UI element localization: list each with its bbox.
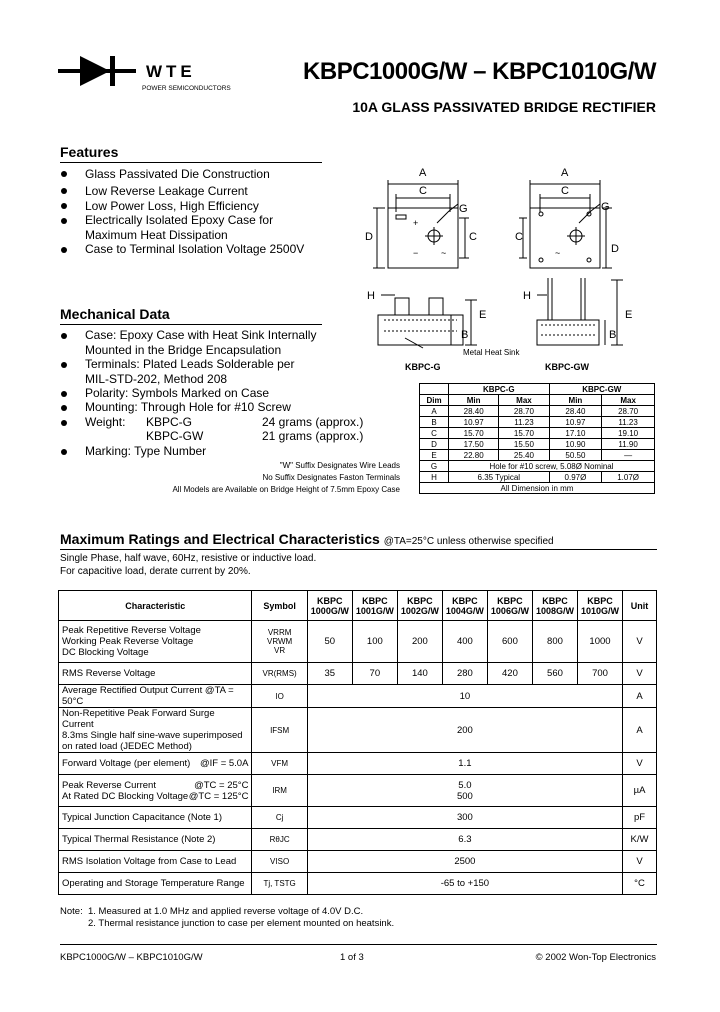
- dim-label: D: [365, 231, 373, 243]
- dim-label: C: [419, 185, 427, 197]
- char-cell: [59, 753, 252, 775]
- kbpc-gw-top-body: [530, 208, 600, 268]
- mechanical-title: Mechanical Data: [60, 306, 170, 322]
- char-line: [62, 780, 248, 791]
- part-line: 1004G/W: [445, 605, 484, 616]
- table-cell: 10.97: [549, 417, 602, 428]
- col-symbol: Symbol: [252, 591, 307, 621]
- char-cell: Typical Thermal Resistance (Note 2): [59, 829, 252, 851]
- part-line: 1001G/W: [355, 605, 394, 616]
- mechanical-item: Mounting: Through Hole for #10 Screw: [85, 400, 291, 414]
- sym-cell: [252, 621, 307, 663]
- col-part: [352, 591, 397, 621]
- table-row: [420, 428, 655, 439]
- weight-kbpc-g-value: 24 grams (approx.): [262, 415, 364, 429]
- char-text: Forward Voltage (per element): [62, 758, 191, 769]
- value-cell: 200: [307, 708, 622, 753]
- table-cell: 11.23: [602, 417, 655, 428]
- footer-page: 1 of 3: [340, 952, 364, 963]
- value-cell: 280: [442, 663, 487, 685]
- weight-kbpc-gw-value: 21 grams (approx.): [262, 429, 364, 443]
- table-cell: 15.70: [499, 428, 549, 439]
- polarity-mark: −: [413, 248, 419, 258]
- dim-label: H: [367, 290, 375, 302]
- char-cell: [59, 775, 252, 807]
- table-cell: B: [420, 417, 449, 428]
- char-line: Peak Repetitive Reverse Voltage: [62, 625, 201, 636]
- bullet: [61, 188, 67, 194]
- sym-line: VRWM: [267, 637, 293, 646]
- dim-label: D: [611, 243, 619, 255]
- dim-label: E: [625, 309, 633, 321]
- ratings-table: [58, 590, 657, 895]
- mechanical-item: Case: Epoxy Case with Heat Sink Internally: [85, 328, 317, 342]
- value-line: 5.0: [458, 779, 472, 791]
- table-row: [59, 685, 657, 708]
- sym-cell: IO: [252, 685, 307, 708]
- value-cell: 700: [577, 663, 622, 685]
- metal-heat-sink-label: Metal Heat Sink: [463, 348, 520, 357]
- table-cell: 10.97: [449, 417, 499, 428]
- part-line: KBPC: [542, 595, 568, 606]
- dimension-table: [419, 383, 655, 494]
- table-cell: G: [420, 461, 449, 472]
- kbpc-gw-side-body: [537, 320, 599, 345]
- table-cell: —: [602, 450, 655, 461]
- table-row: [59, 753, 657, 775]
- bullet: [61, 449, 67, 455]
- suffix-note: No Suffix Designates Faston Terminals: [262, 473, 400, 482]
- suffix-note: All Models are Available on Bridge Height of 7.5mm Epoxy Case: [172, 485, 400, 494]
- table-cell: 6.35 Typical: [449, 472, 550, 483]
- ratings-intro: Single Phase, half wave, 60Hz, resistive or inductive load.: [60, 553, 317, 564]
- kbpc-g-top-body: [388, 208, 458, 268]
- dim-label: E: [479, 309, 487, 321]
- value-cell: 140: [397, 663, 442, 685]
- value-cell: 300: [307, 807, 622, 829]
- part-line: KBPC: [362, 595, 388, 606]
- col-min: Min: [549, 395, 602, 406]
- table-row: [59, 829, 657, 851]
- value-cell: 35: [307, 663, 352, 685]
- bullet: [61, 247, 67, 253]
- value-cell: 2500: [307, 851, 622, 873]
- table-row: [420, 417, 655, 428]
- bullet: [61, 362, 67, 368]
- feature-item: Maximum Heat Dissipation: [85, 228, 228, 242]
- part-line: 1010G/W: [580, 605, 620, 616]
- diode-logo-icon: [58, 54, 136, 88]
- table-row: [420, 472, 655, 483]
- suffix-note: "W" Suffix Designates Wire Leads: [279, 461, 400, 470]
- logo-subtext: POWER SEMICONDUCTORS: [142, 85, 231, 92]
- bullet: [61, 171, 67, 177]
- table-cell: E: [420, 450, 449, 461]
- table-row: [420, 406, 655, 417]
- char-cell: [59, 708, 252, 753]
- feature-item: Low Power Loss, High Efficiency: [85, 199, 259, 213]
- char-cell: [59, 621, 252, 663]
- table-cell: 22.80: [449, 450, 499, 461]
- table-cell: 28.40: [549, 406, 602, 417]
- bullet: [61, 218, 67, 224]
- cond-text: @TC = 125°C: [188, 790, 249, 802]
- mechanical-divider: [60, 324, 322, 325]
- value-cell: 200: [397, 621, 442, 663]
- group-kbpc-gw: KBPC-GW: [549, 384, 654, 395]
- char-text: At Rated DC Blocking Voltage: [62, 790, 189, 802]
- dim-label: G: [459, 203, 468, 215]
- col-part: [442, 591, 487, 621]
- feature-item: Case to Terminal Isolation Voltage 2500V: [85, 242, 305, 256]
- ratings-title-text: Maximum Ratings and Electrical Characteristics: [60, 531, 380, 547]
- part-line: 1002G/W: [400, 605, 439, 616]
- value-cell: 420: [487, 663, 532, 685]
- part-line: 1008G/W: [535, 605, 574, 616]
- char-text: Peak Reverse Current: [62, 779, 156, 791]
- table-row: [420, 461, 655, 472]
- table-cell: 15.50: [499, 439, 549, 450]
- sym-cell: Cj: [252, 807, 307, 829]
- dim-label: C: [561, 185, 569, 197]
- table-cell: 11.90: [602, 439, 655, 450]
- col-min: Min: [449, 395, 499, 406]
- col-max: Max: [602, 395, 655, 406]
- table-cell: D: [420, 439, 449, 450]
- kbpc-g-label: KBPC-G: [405, 362, 441, 372]
- dim-footer: All Dimension in mm: [420, 483, 655, 494]
- dim-label: C: [515, 231, 523, 243]
- dim-label: B: [461, 329, 469, 341]
- value-cell: -65 to +150: [307, 873, 622, 895]
- kbpc-gw-label: KBPC-GW: [545, 362, 589, 372]
- unit-cell: °C: [623, 873, 657, 895]
- sym-cell: IRM: [252, 775, 307, 807]
- part-line: KBPC: [452, 595, 478, 606]
- dim-label: B: [609, 329, 617, 341]
- bullet: [61, 333, 67, 339]
- table-cell: 17.50: [449, 439, 499, 450]
- unit-cell: µA: [623, 775, 657, 807]
- value-cell: 70: [352, 663, 397, 685]
- page-subtitle: 10A GLASS PASSIVATED BRIDGE RECTIFIER: [352, 99, 656, 115]
- feature-item: Glass Passivated Die Construction: [85, 167, 270, 181]
- table-row: [420, 483, 655, 494]
- sym-cell: Tj, TSTG: [252, 873, 307, 895]
- dim-label: A: [561, 167, 569, 179]
- unit-cell: A: [623, 708, 657, 753]
- table-cell: C: [420, 428, 449, 439]
- col-characteristic: Characteristic: [59, 591, 252, 621]
- part-line: 1000G/W: [310, 605, 349, 616]
- part-line: KBPC: [497, 595, 523, 606]
- char-cell: Average Rectified Output Current @TA = 50°C: [59, 685, 252, 708]
- value-cell: 10: [307, 685, 622, 708]
- col-part: [307, 591, 352, 621]
- unit-cell: K/W: [623, 829, 657, 851]
- char-line: Non-Repetitive Peak Forward Surge Current: [62, 708, 215, 730]
- value-line: 500: [456, 790, 473, 802]
- dim-label: C: [469, 231, 477, 243]
- part-line: 1006G/W: [490, 605, 529, 616]
- sym-cell: IFSM: [252, 708, 307, 753]
- value-cell: 400: [442, 621, 487, 663]
- value-cell: 800: [532, 621, 577, 663]
- char-line: [62, 791, 248, 802]
- table-cell: 28.40: [449, 406, 499, 417]
- note-item: 1. Measured at 1.0 MHz and applied reverse voltage of 4.0V D.C.: [88, 906, 364, 917]
- char-cell: Typical Junction Capacitance (Note 1): [59, 807, 252, 829]
- value-cell: 1.1: [307, 753, 622, 775]
- col-part: [487, 591, 532, 621]
- bullet: [61, 391, 67, 397]
- char-line: Working Peak Reverse Voltage: [62, 636, 194, 647]
- table-row: [59, 851, 657, 873]
- table-cell: 25.40: [499, 450, 549, 461]
- table-cell: H: [420, 472, 449, 483]
- group-kbpc-g: KBPC-G: [449, 384, 550, 395]
- col-max: Max: [499, 395, 549, 406]
- bullet: [61, 405, 67, 411]
- table-cell: 10.90: [549, 439, 602, 450]
- table-row: [59, 708, 657, 753]
- weight-kbpc-g-label: KBPC-G: [146, 415, 193, 429]
- table-row: [59, 663, 657, 685]
- feature-item: Low Reverse Leakage Current: [85, 184, 248, 198]
- sym-cell: VFM: [252, 753, 307, 775]
- unit-cell: V: [623, 663, 657, 685]
- char-cell: RMS Isolation Voltage from Case to Lead: [59, 851, 252, 873]
- value-cell: 6.3: [307, 829, 622, 851]
- sym-line: VR: [274, 646, 286, 655]
- polarity-mark: ~: [441, 248, 447, 258]
- table-cell: 28.70: [602, 406, 655, 417]
- table-cell: 28.70: [499, 406, 549, 417]
- dim-label: H: [523, 290, 531, 302]
- mechanical-item: Mounted in the Bridge Encapsulation: [85, 343, 282, 357]
- char-line: DC Blocking Voltage: [62, 647, 149, 658]
- sym-cell: VR(RMS): [252, 663, 307, 685]
- char-line: on rated load (JEDEC Method): [62, 741, 192, 752]
- note-item: 2. Thermal resistance junction to case per element mounted on heatsink.: [88, 918, 395, 929]
- mechanical-item: MIL-STD-202, Method 208: [85, 372, 228, 386]
- part-line: KBPC: [317, 595, 343, 606]
- col-part: [532, 591, 577, 621]
- col-unit: Unit: [623, 591, 657, 621]
- table-cell: 15.70: [449, 428, 499, 439]
- table-row: [59, 873, 657, 895]
- unit-cell: V: [623, 753, 657, 775]
- col-dim: Dim: [420, 395, 449, 406]
- table-cell: 17.10: [549, 428, 602, 439]
- value-cell: 50: [307, 621, 352, 663]
- value-cell: [307, 775, 622, 807]
- polarity-mark: +: [413, 218, 419, 228]
- col-part: [577, 591, 622, 621]
- value-cell: 100: [352, 621, 397, 663]
- table-row: [420, 450, 655, 461]
- weight-label: Weight:: [85, 415, 126, 429]
- table-cell: 19.10: [602, 428, 655, 439]
- bullet: [61, 420, 67, 426]
- mechanical-item: Marking: Type Number: [85, 444, 207, 458]
- char-cell: RMS Reverse Voltage: [59, 663, 252, 685]
- part-line: KBPC: [587, 595, 613, 606]
- sym-cell: RθJC: [252, 829, 307, 851]
- dim-label: G: [601, 201, 610, 213]
- bullet: [61, 203, 67, 209]
- table-cell: 0.97Ø: [549, 472, 602, 483]
- table-row: [59, 621, 657, 663]
- table-row: [59, 807, 657, 829]
- page-title: KBPC1000G/W – KBPC1010G/W: [303, 58, 656, 85]
- unit-cell: pF: [623, 807, 657, 829]
- footer-right: © 2002 Won-Top Electronics: [535, 952, 656, 963]
- package-diagram: [355, 160, 655, 375]
- value-cell: 560: [532, 663, 577, 685]
- cond-text: @TC = 25°C: [194, 779, 249, 791]
- col-part: [397, 591, 442, 621]
- footer-left: KBPC1000G/W – KBPC1010G/W: [60, 952, 203, 963]
- value-cell: 600: [487, 621, 532, 663]
- dim-corner: [420, 384, 449, 395]
- feature-item: Electrically Isolated Epoxy Case for: [85, 213, 274, 227]
- footer-divider: [60, 944, 657, 945]
- table-cell: 11.23: [499, 417, 549, 428]
- unit-cell: V: [623, 621, 657, 663]
- features-divider: [60, 162, 322, 163]
- dim-label: A: [419, 167, 427, 179]
- ratings-divider: [60, 549, 657, 550]
- polarity-mark: ~: [555, 248, 561, 258]
- table-cell: Hole for #10 screw, 5.08Ø Nominal: [449, 461, 655, 472]
- cond-text: @IF = 5.0A: [199, 758, 249, 769]
- sym-cell: VISO: [252, 851, 307, 873]
- weight-kbpc-gw-label: KBPC-GW: [146, 429, 204, 443]
- unit-cell: V: [623, 851, 657, 873]
- char-line: 8.3ms Single half sine-wave superimposed: [62, 730, 243, 741]
- table-cell: 50.50: [549, 450, 602, 461]
- features-title: Features: [60, 144, 119, 160]
- table-cell: 1.07Ø: [602, 472, 655, 483]
- char-cell: Operating and Storage Temperature Range: [59, 873, 252, 895]
- unit-cell: A: [623, 685, 657, 708]
- mechanical-item: Terminals: Plated Leads Solderable per: [85, 357, 295, 371]
- ratings-condition: @TA=25°C unless otherwise specified: [383, 536, 554, 547]
- ratings-intro: For capacitive load, derate current by 20%.: [60, 566, 251, 577]
- part-line: KBPC: [407, 595, 433, 606]
- table-row: [420, 439, 655, 450]
- value-cell: 1000: [577, 621, 622, 663]
- notes-label: Note:: [60, 906, 83, 917]
- ratings-title: [60, 531, 554, 547]
- sym-line: VRRM: [267, 628, 292, 637]
- mechanical-item: Polarity: Symbols Marked on Case: [85, 386, 270, 400]
- table-cell: A: [420, 406, 449, 417]
- table-row: [59, 775, 657, 807]
- logo-text: WTE: [146, 62, 196, 81]
